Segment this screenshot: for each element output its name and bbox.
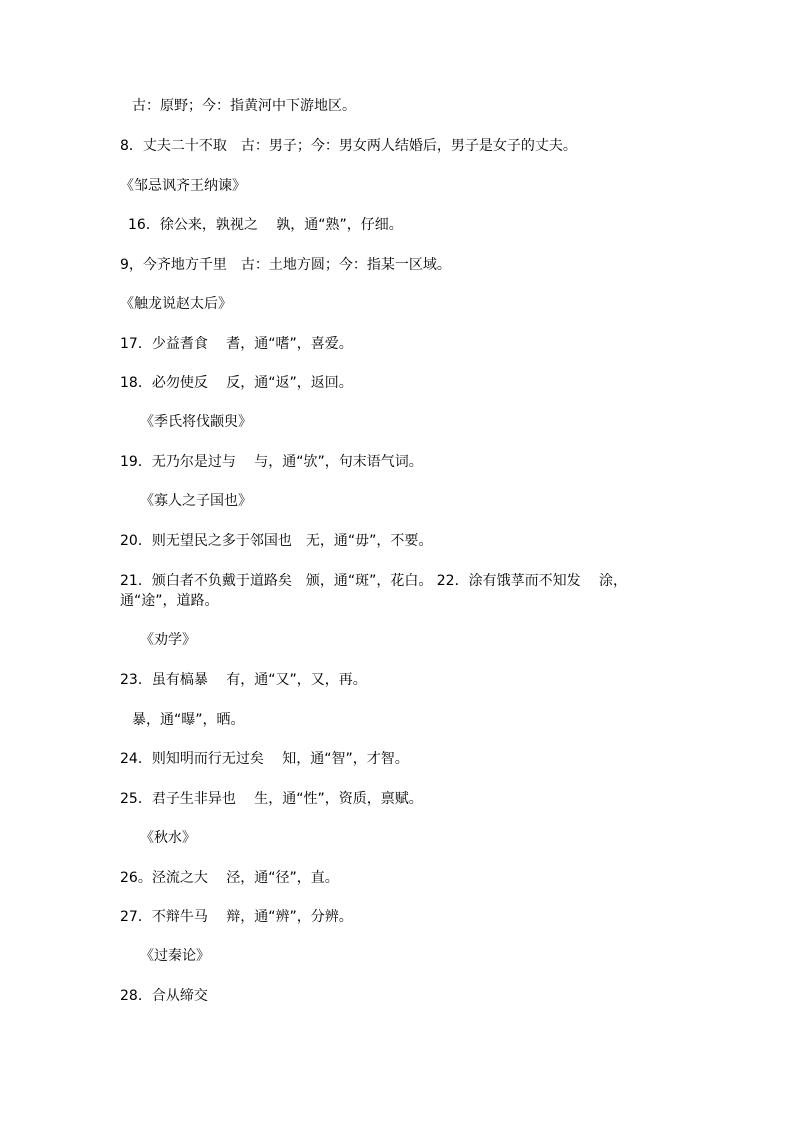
text-line-23: 23．虽有槁暴 有，通“又”，又，再。 — [120, 672, 367, 688]
section-heading-guaren: 《寡人之子国也》 — [140, 493, 252, 509]
text-line-21-22: 21．颁白者不负戴于道路矣 颁，通“斑”，花白。 22．涂有饿莩而不知发 涂，通“途”，道路。 — [120, 573, 628, 609]
text-line-16: 16．徐公来，孰视之 孰，通“熟”，仔细。 — [128, 217, 403, 233]
section-heading-qiushui: 《秋水》 — [140, 830, 196, 846]
section-heading-jishi: 《季氏将伐颛臾》 — [140, 414, 252, 430]
text-line-20: 20．则无望民之多于邻国也 无，通“毋”，不要。 — [120, 533, 433, 549]
text-line-2: 8．丈夫二十不取 古：男子；今：男女两人结婚后，男子是女子的丈夫。 — [120, 138, 577, 154]
text-line-18: 18．必勿使反 反，通“返”，返回。 — [120, 375, 353, 391]
section-heading-quanxue: 《劝学》 — [140, 632, 196, 648]
text-line-19: 19．无乃尔是过与 与，通“欤”，句末语气词。 — [120, 454, 423, 470]
text-line-26: 26。泾流之大 泾，通“径”，直。 — [120, 870, 339, 886]
text-line-28: 28．合从缔交 — [120, 988, 208, 1004]
text-line-9: 9，今齐地方千里 古：土地方圆；今：指某一区域。 — [120, 257, 451, 273]
text-line-27: 27．不辩牛马 辩，通“辨”，分辨。 — [120, 909, 353, 925]
text-line-24: 24．则知明而行无过矣 知，通“智”，才智。 — [120, 751, 409, 767]
text-line-17: 17．少益耆食 耆，通“嗜”，喜爱。 — [120, 336, 353, 352]
text-line-1: 古：原野；今：指黄河中下游地区。 — [132, 98, 356, 114]
section-heading-chulong: 《触龙说赵太后》 — [120, 296, 232, 312]
section-heading-guoqin: 《过秦论》 — [140, 948, 210, 964]
section-heading-zouji: 《邹忌讽齐王纳谏》 — [120, 178, 246, 194]
text-line-23b: 暴，通“曝”，晒。 — [132, 712, 245, 728]
text-line-25: 25．君子生非异也 生，通“性”，资质，禀赋。 — [120, 791, 423, 807]
